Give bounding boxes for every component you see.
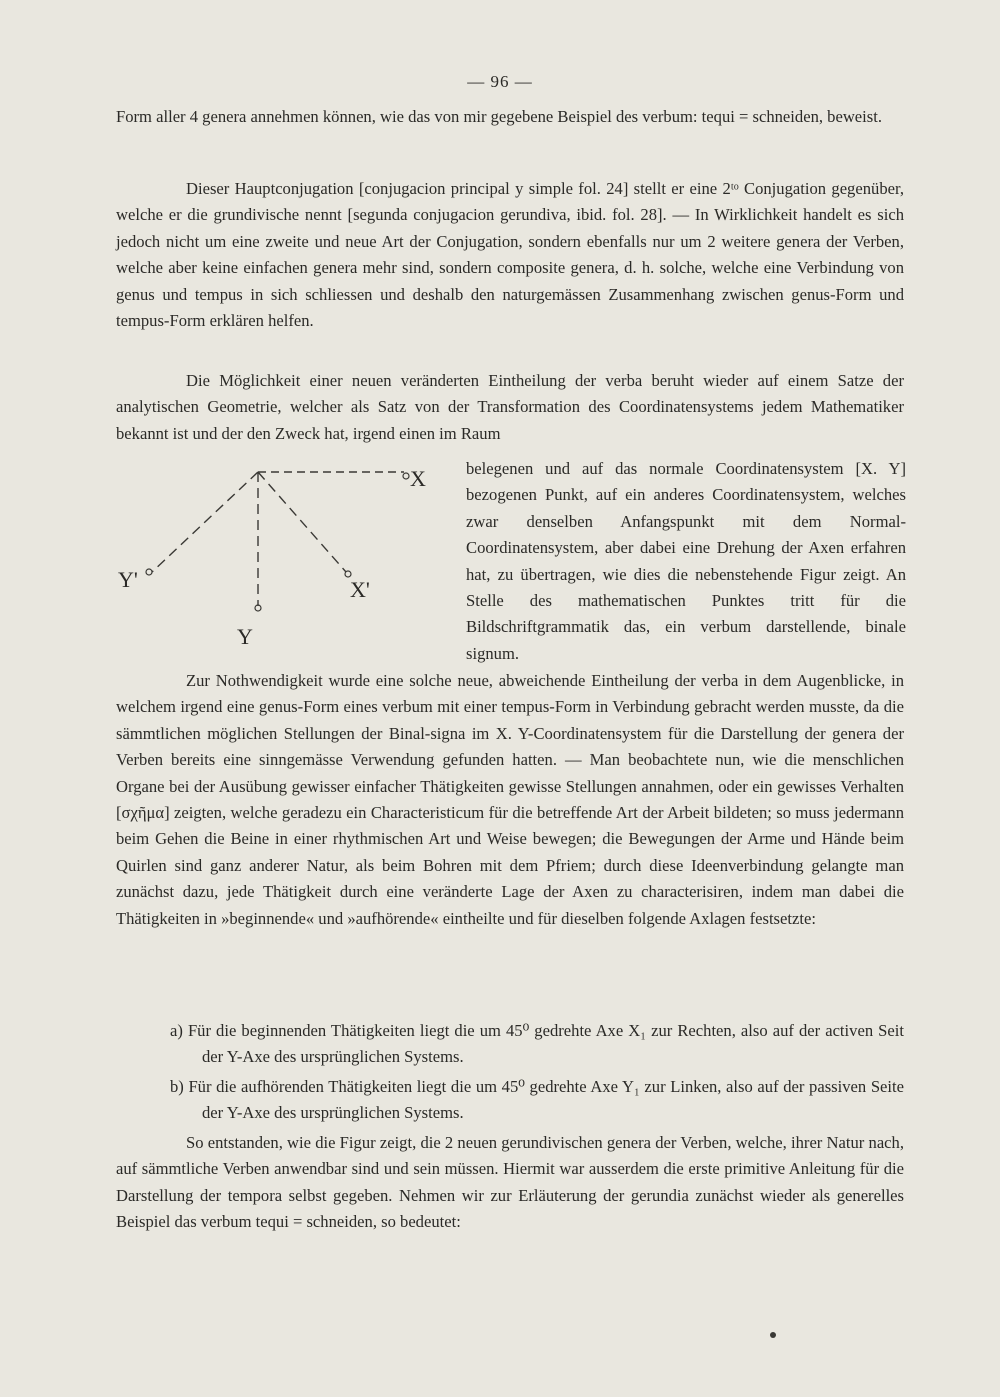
y-rotated-axis-line (152, 472, 258, 572)
paragraph-5: Zur Nothwendigkeit wurde eine solche neue, abweichende Eintheilung der verba in dem Augenblicke, in welchem irgend eine genus-Form eines verbum mit einer tempus-Form in Verbindung gebracht werden musste, da die sämmtlichen möglichen Stellungen der Binal-signa im X. Y-Coordinatensystem für die Darstellung der genera der Verben bereits eine sinngemässe Verwendung gefunden hatten. — Man beobachtete nun, wie die menschlichen Organe bei der Ausübung gewisser einfacher Thätigkeiten gewisse Stellungen annahmen, oder ein gewisses Verhalten [σχῆμα] zeigten, welche geradezu ein Characteristicum für die betreffende Art der Arbeit bildeten; so muss jedermann beim Gehen die Beine in einer rhythmischen Art und Weise bewegen; die Bewegungen der Arme und Hände beim Quirlen sind ganz anderer Natur, als beim Bohren mit dem Pfriem; durch diese Ideenverbindung gelangte man zunächst dazu, jede Thätigkeit durch eine veränderte Lage der Axen zu characterisiren, indem man dabei die Thätigkeiten in »beginnende« und »aufhörende« eintheilte und für dieselben folgende Axlagen festsetzte: (116, 671, 904, 928)
x-point (403, 473, 409, 479)
x-rotated-axis-line (258, 472, 346, 572)
list-item-b: b) Für die aufhörenden Thätigkeiten liegt die um 45⁰ gedrehte Axe Y₁ zur Linken, also auf der passiven Seite der Y-Axe des ursprünglichen Systems. (170, 1077, 904, 1123)
y-label: Y (237, 624, 253, 649)
paragraph-1: Form aller 4 genera annehmen können, wie das von mir gegebene Beispiel des verbum: tequi = schneiden, beweist. (116, 107, 882, 126)
page-number: — 96 — (467, 72, 533, 91)
paragraph-4: belegenen und auf das normale Coordinatensystem [X. Y] bezogenen Punkt, auf ein anderes Coordinatensystem, welches zwar denselben Anfangspunkt mit dem Normal-Coordinatensystem, aber dabei eine Drehung der Axen erfahren hat, zu übertragen, wie dies die nebenstehende Figur zeigt. An Stelle des mathematischen Punktes tritt für die Bildschriftgrammatik das, ein verbum darstellende, binale signum. (466, 459, 906, 663)
paragraph-2: Dieser Hauptconjugation [conjugacion principal y simple fol. 24] stellt er eine 2ᵗᵒ Conjugation gegenüber, welche er die grundivische nennt [segunda conjugacion gerundiva, ibid. fol. 28]. — In Wirklichkeit handelt es sich jedoch nicht um eine zweite und neue Art der Conjugation, sondern ebenfalls nur um 2 weitere genera der Verben, welche aber keine einfachen genera mehr sind, sondern composite genera, d. h. solche, welche eine Verbindung von genus und tempus in sich schliessen und deshalb den naturgemässen Zusammenhang zwischen genus-Form und tempus-Form erklären helfen. (116, 179, 904, 331)
list-item-a: a) Für die beginnenden Thätigkeiten liegt die um 45⁰ gedrehte Axe X₁ zur Rechten, also auf der activen Seit der Y-Axe des ursprünglichen Systems. (170, 1021, 904, 1067)
page-speck (770, 1332, 776, 1338)
paragraph-3: Die Möglichkeit einer neuen veränderten Eintheilung der verba beruht wieder auf einem Satze der analytischen Geometrie, welcher als Satz von der Transformation des Coordinatensystems jedem Mathematiker bekannt ist und der den Zweck hat, irgend einen im Raum (116, 371, 904, 443)
coordinate-diagram (112, 460, 437, 660)
coordinate-figure (112, 460, 437, 660)
x-rotated-label: X' (350, 577, 370, 602)
x-label: X (410, 466, 426, 491)
paragraph-6: So entstanden, wie die Figur zeigt, die 2 neuen gerundivischen genera der Verben, welche, ihrer Natur nach, auf sämmtliche Verben anwendbar sind und sein müssen. Hiermit war ausserdem die erste primitive Anleitung für die Darstellung der tempora selbst gegeben. Nehmen wir zur Erläuterung der gerundia zunächst wieder als generelles Beispiel das verbum tequi = schneiden, so bedeutet: (116, 1133, 904, 1232)
y-rotated-point (146, 569, 152, 575)
y-rotated-label: Y' (118, 567, 138, 592)
